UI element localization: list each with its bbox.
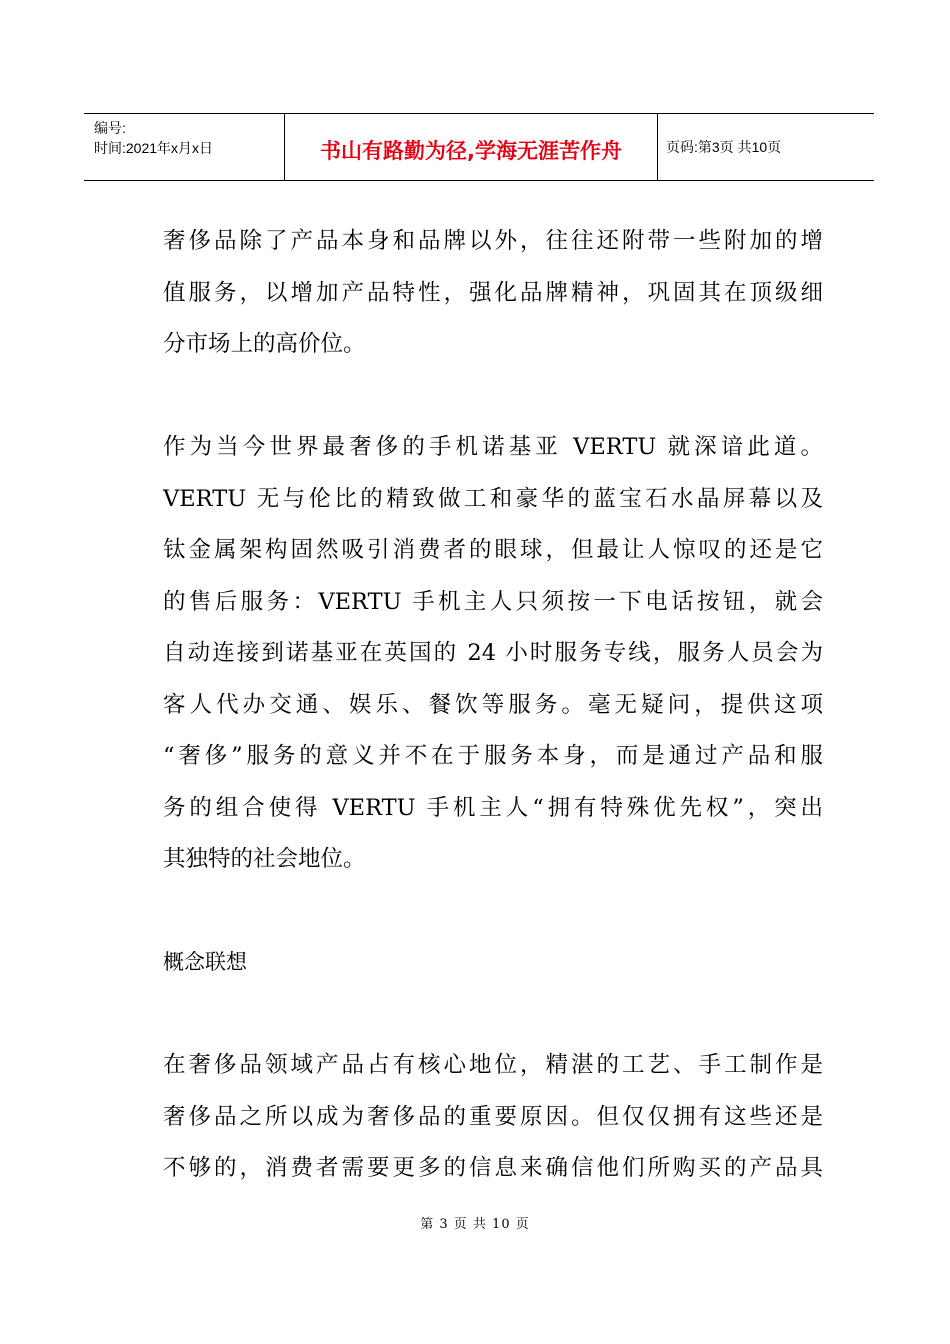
page-footer <box>0 1213 950 1232</box>
text-line: 值服务，以增加产品特性，强化品牌精神，巩固其在顶级细 <box>163 279 823 306</box>
text-line: 奢侈品之所以成为奢侈品的重要原因。但仅仅拥有这些还是 <box>163 1103 823 1130</box>
header-page-label: 页码:第3页 共10页 <box>666 139 782 155</box>
text-line: 不够的，消费者需要更多的信息来确信他们所购买的产品具 <box>163 1155 823 1181</box>
document-body <box>163 216 823 1195</box>
document-number-label: 编号: <box>94 120 126 136</box>
header-motto: 书山有路勤为径,学海无涯苦作舟 <box>320 139 622 163</box>
header-motto-cell <box>285 114 658 180</box>
footer-page-number: 第 3 页 共 10 页 <box>420 1217 530 1232</box>
text-line: 钛金属架构固然吸引消费者的眼球，但最让人惊叹的还是它 <box>163 537 823 563</box>
text-line: 作为当今世界最奢侈的手机诺基亚 VERTU 就深谙此道。 <box>163 434 823 460</box>
text-line: “奢侈”服务的意义并不在于服务本身，而是通过产品和服 <box>163 743 823 769</box>
paragraph <box>163 422 823 886</box>
header-page-cell <box>658 114 874 180</box>
paragraph <box>163 216 823 371</box>
document-time-label: 时间:2021年x月x日 <box>94 140 214 156</box>
text-line: 务的组合使得 VERTU 手机主人“拥有特殊优先权”，突出 <box>163 794 823 821</box>
text-line: VERTU 无与伦比的精致做工和豪华的蓝宝石水晶屏幕以及 <box>163 485 823 512</box>
text-line: 客人代办交通、娱乐、餐饮等服务。毫无疑问，提供这项 <box>163 691 823 718</box>
paragraph <box>163 1040 823 1195</box>
text-line: 的售后服务：VERTU 手机主人只须按一下电话按钮，就会 <box>163 588 823 615</box>
text-line: 自动连接到诺基亚在英国的 24 小时服务专线，服务人员会为 <box>163 640 823 666</box>
section-heading-text: 概念联想 <box>163 950 247 974</box>
header-meta-cell <box>84 114 285 180</box>
text-line: 奢侈品除了产品本身和品牌以外，往往还附带一些附加的增 <box>163 228 823 254</box>
text-line: 其独特的社会地位。 <box>163 846 366 872</box>
text-line: 分市场上的高价位。 <box>163 331 366 357</box>
section-heading <box>163 937 823 989</box>
text-line: 在奢侈品领域产品占有核心地位，精湛的工艺、手工制作是 <box>163 1052 823 1078</box>
document-header <box>84 113 874 181</box>
